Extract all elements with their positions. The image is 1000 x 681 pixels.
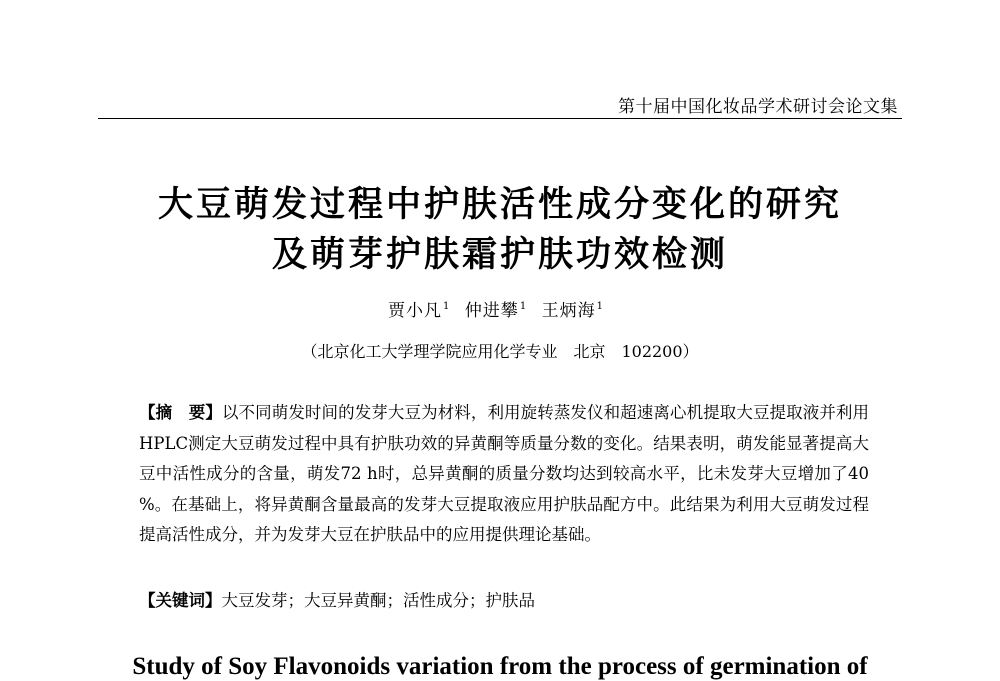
abstract-text: 以不同萌发时间的发芽大豆为材料，利用旋转蒸发仪和超速离心机提取大豆提取液并利用HPLC测定大豆萌发过程中具有护肤功效的异黄酮等质量分数的变化。结果表明，萌发能显著提高大豆中活性成分的含量，萌发72 h时，总异黄酮的质量分数均达到较高水平，比未发芽大豆增加了40 %。在基础上，将异黄酮含量最高的发芽大豆提取液应用护肤品配方中。此结果为利用大豆萌发过程提高活性成分，并为发芽大豆在护肤品中的应用提供理论基础。: [139, 403, 870, 544]
paper-title-line-1: 大豆萌发过程中护肤活性成分变化的研究: [157, 185, 842, 225]
abstract: [139, 398, 869, 551]
affiliation: （北京化工大学理学院应用化学专业 北京 102200）: [301, 342, 699, 361]
keywords-label: 【关键词】: [139, 591, 222, 610]
author-name: 贾小凡: [388, 301, 443, 321]
author-affiliation-mark: 1: [519, 301, 528, 313]
keywords-text: 大豆发芽；大豆异黄酮；活性成分；护肤品: [221, 591, 535, 610]
author-list: [0, 296, 1000, 321]
abstract-label: 【摘 要】: [139, 403, 222, 422]
english-title: Study of Soy Flavonoids variation from the process of germination of: [132, 653, 868, 680]
author-affiliation-mark: 1: [443, 301, 451, 313]
author-name: 仲进攀: [464, 301, 519, 321]
paper-title-line-2: 及萌芽护肤霜护肤功效检测: [271, 235, 728, 275]
keywords: [139, 587, 869, 611]
running-header: 第十届中国化妆品学术研讨会论文集: [618, 97, 898, 117]
header-rule: [98, 118, 902, 119]
author-name: 王炳海: [541, 301, 596, 321]
author-affiliation-mark: 1: [596, 301, 604, 313]
